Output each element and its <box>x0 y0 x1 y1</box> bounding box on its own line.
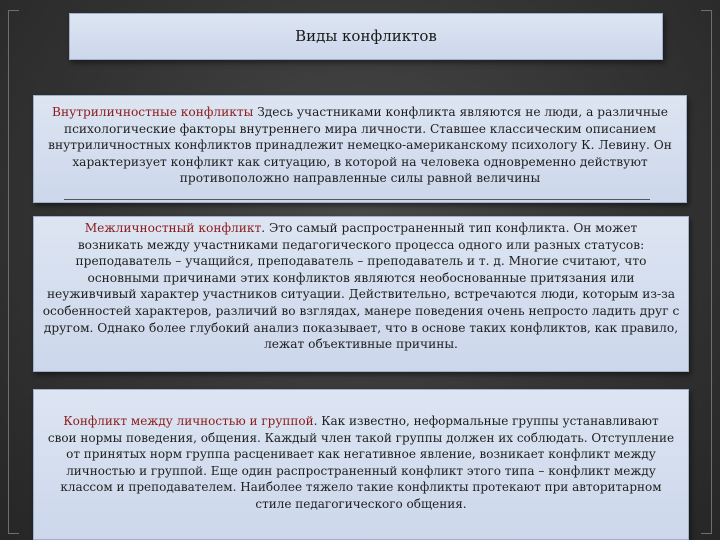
block-line: внутриличностных конфликтов принадлежит немецко-американскому психологу К. Левину. Он <box>48 138 672 153</box>
block-line: преподаватель – учащийся, преподаватель – преподаватель и т. д. Многие считают, что <box>75 254 647 269</box>
block-line: возникать между участниками педагогического процесса одного или разных статусов: <box>77 237 645 252</box>
block-line: классом и преподавателем. Наиболее тяжело такие конфликты протекают при авторитарном <box>60 480 662 495</box>
block-line: другом. Однако более глубокий анализ показывает, что в основе таких конфликтов, как правило, <box>43 320 679 335</box>
block-line: характеризует конфликт как ситуацию, в которой на человека одновременно действуют <box>72 154 648 169</box>
slide-title-box <box>69 13 663 60</box>
intrapersonal-conflict-block <box>33 95 687 203</box>
interpersonal-conflict-block <box>33 216 689 372</box>
block-line: неуживчивый характер участников ситуации. Действительно, встречаются люди, которым из-за <box>46 287 676 302</box>
block-line: Межличностный конфликт. Это самый распространенный тип конфликта. Он может <box>84 221 638 235</box>
block-line: Конфликт между личностью и группой. Как известно, неформальные группы устанавливают <box>63 414 659 428</box>
block-line: основными причинами этих конфликтов являются необоснованные притязания или <box>87 270 635 285</box>
block-line: Внутриличностные конфликты Здесь участниками конфликта являются не люди, а различные <box>52 105 668 119</box>
block-line: свои нормы поведения, общения. Каждый член такой группы должен их соблюдать. Отступление <box>47 430 675 445</box>
left-bracket-decoration <box>8 10 19 534</box>
block-heading: Внутриличностные конфликты <box>52 105 254 119</box>
block-heading: Межличностный конфликт <box>84 221 262 235</box>
block-line: особенностей характеров, различий во взглядах, манере поведения очень непросто ладить друг с <box>42 303 680 318</box>
underline-divider <box>64 199 650 200</box>
block-line: психологические факторы внутреннего мира личности. Ставшее классическим описанием <box>63 121 657 136</box>
block-line: стиле педагогического общения. <box>255 496 467 511</box>
personality-group-conflict-block <box>33 389 689 540</box>
block-heading: Конфликт между личностью и группой <box>63 414 314 428</box>
slide-title: Виды конфликтов <box>295 27 437 46</box>
block-line: лежат объективные причины. <box>264 337 458 352</box>
right-bracket-decoration <box>701 10 712 534</box>
block-line: личностью и группой. Еще один распространенный конфликт этого типа – конфликт между <box>66 463 656 478</box>
block-line: противоположно направленные силы равной величины <box>179 171 541 186</box>
block-line: от принятых норм группа расценивает как негативное явление, возникает конфликт между <box>66 447 656 462</box>
